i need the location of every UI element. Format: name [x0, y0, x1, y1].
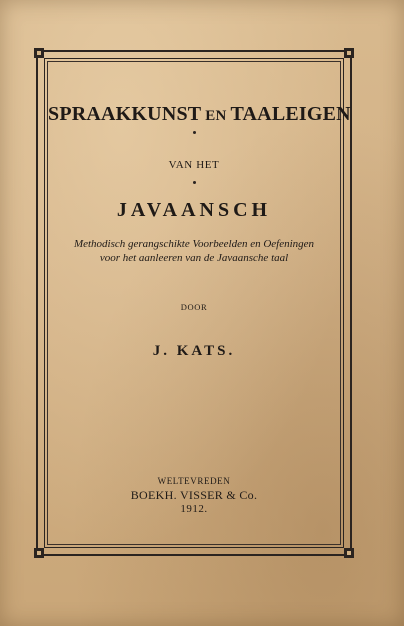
- publisher-place: WELTEVREDEN: [157, 476, 231, 486]
- corner-ornament-top-right: [344, 48, 354, 58]
- publication-year: 1912.: [180, 503, 208, 515]
- title-word-en: EN: [201, 108, 231, 124]
- publisher-name: BOEKH. VISSER & Co.: [130, 488, 258, 502]
- corner-ornament-bottom-left: [34, 548, 44, 558]
- subtitle: [48, 237, 340, 265]
- ornament-dot: [193, 131, 196, 134]
- title-word-taaleigen: TAALEIGEN: [230, 103, 351, 125]
- subtitle-line-1: Methodisch gerangschikte Voorbeelden en Oefeningen: [73, 238, 315, 250]
- author-name: J. KATS.: [152, 343, 236, 359]
- title-line-3: JAVAANSCH: [116, 199, 272, 221]
- subtitle-line-2: voor het aanleeren van de Javaansche taal: [99, 252, 289, 264]
- by-label: DOOR: [180, 302, 208, 312]
- title-word-spraakkunst: SPRAAKKUNST: [48, 103, 202, 125]
- corner-ornament-top-left: [34, 48, 44, 58]
- title-line-1: [48, 103, 351, 126]
- title-line-2: VAN HET: [168, 159, 220, 171]
- ornament-dot: [193, 181, 196, 184]
- corner-ornament-bottom-right: [344, 548, 354, 558]
